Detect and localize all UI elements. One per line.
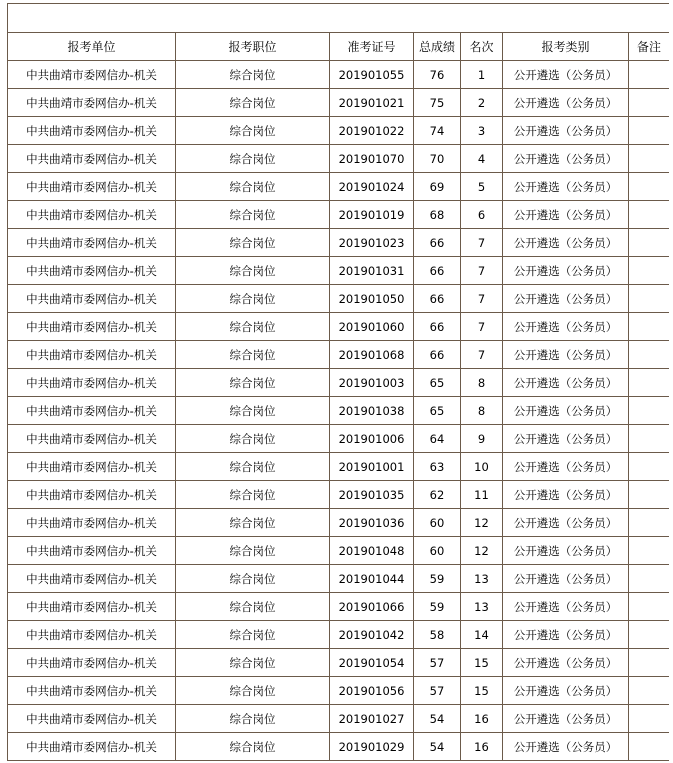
results-table: [7, 3, 669, 761]
cell-score: 66: [414, 257, 461, 285]
cell-exam-id: 201901055: [330, 61, 414, 89]
cell-position: 综合岗位: [176, 509, 330, 537]
cell-exam-id: 201901068: [330, 341, 414, 369]
table-row: [8, 61, 670, 89]
cell-rank: 7: [461, 257, 503, 285]
cell-position: 综合岗位: [176, 481, 330, 509]
cell-position: 综合岗位: [176, 89, 330, 117]
header-position: 报考职位: [176, 33, 330, 61]
table-row: [8, 145, 670, 173]
cell-category: 公开遴选（公务员）: [503, 117, 629, 145]
cell-note: [629, 425, 670, 453]
cell-exam-id: 201901038: [330, 397, 414, 425]
table-row: [8, 453, 670, 481]
cell-rank: 8: [461, 397, 503, 425]
cell-exam-id: 201901022: [330, 117, 414, 145]
cell-unit: 中共曲靖市委网信办-机关: [8, 593, 176, 621]
cell-note: [629, 201, 670, 229]
table-row: [8, 117, 670, 145]
cell-rank: 7: [461, 285, 503, 313]
cell-unit: 中共曲靖市委网信办-机关: [8, 537, 176, 565]
header-rank: 名次: [461, 33, 503, 61]
table-row: [8, 537, 670, 565]
cell-unit: 中共曲靖市委网信办-机关: [8, 733, 176, 761]
cell-rank: 12: [461, 537, 503, 565]
table-row: [8, 481, 670, 509]
table-row: [8, 397, 670, 425]
table-row: [8, 425, 670, 453]
cell-exam-id: 201901054: [330, 649, 414, 677]
cell-exam-id: 201901060: [330, 313, 414, 341]
cell-note: [629, 397, 670, 425]
table-title: [8, 4, 670, 33]
cell-category: 公开遴选（公务员）: [503, 341, 629, 369]
cell-score: 68: [414, 201, 461, 229]
cell-note: [629, 705, 670, 733]
table-row: [8, 649, 670, 677]
cell-category: 公开遴选（公务员）: [503, 89, 629, 117]
cell-unit: 中共曲靖市委网信办-机关: [8, 229, 176, 257]
cell-position: 综合岗位: [176, 117, 330, 145]
cell-exam-id: 201901050: [330, 285, 414, 313]
cell-score: 69: [414, 173, 461, 201]
cell-note: [629, 677, 670, 705]
cell-note: [629, 61, 670, 89]
cell-position: 综合岗位: [176, 537, 330, 565]
cell-unit: 中共曲靖市委网信办-机关: [8, 313, 176, 341]
cell-category: 公开遴选（公务员）: [503, 509, 629, 537]
cell-position: 综合岗位: [176, 677, 330, 705]
table-row: [8, 565, 670, 593]
cell-score: 66: [414, 313, 461, 341]
cell-category: 公开遴选（公务员）: [503, 145, 629, 173]
cell-score: 70: [414, 145, 461, 173]
cell-exam-id: 201901006: [330, 425, 414, 453]
cell-position: 综合岗位: [176, 425, 330, 453]
cell-category: 公开遴选（公务员）: [503, 369, 629, 397]
cell-unit: 中共曲靖市委网信办-机关: [8, 453, 176, 481]
cell-rank: 13: [461, 593, 503, 621]
cell-rank: 3: [461, 117, 503, 145]
cell-unit: 中共曲靖市委网信办-机关: [8, 257, 176, 285]
cell-position: 综合岗位: [176, 313, 330, 341]
cell-note: [629, 565, 670, 593]
cell-position: 综合岗位: [176, 285, 330, 313]
cell-exam-id: 201901035: [330, 481, 414, 509]
cell-rank: 7: [461, 313, 503, 341]
cell-score: 64: [414, 425, 461, 453]
cell-score: 57: [414, 677, 461, 705]
cell-note: [629, 117, 670, 145]
cell-unit: 中共曲靖市委网信办-机关: [8, 145, 176, 173]
cell-category: 公开遴选（公务员）: [503, 397, 629, 425]
cell-exam-id: 201901024: [330, 173, 414, 201]
cell-exam-id: 201901021: [330, 89, 414, 117]
cell-position: 综合岗位: [176, 369, 330, 397]
cell-exam-id: 201901029: [330, 733, 414, 761]
cell-position: 综合岗位: [176, 621, 330, 649]
cell-exam-id: 201901066: [330, 593, 414, 621]
cell-unit: 中共曲靖市委网信办-机关: [8, 369, 176, 397]
cell-exam-id: 201901056: [330, 677, 414, 705]
cell-exam-id: 201901036: [330, 509, 414, 537]
cell-unit: 中共曲靖市委网信办-机关: [8, 705, 176, 733]
cell-score: 58: [414, 621, 461, 649]
cell-position: 综合岗位: [176, 201, 330, 229]
cell-rank: 1: [461, 61, 503, 89]
cell-position: 综合岗位: [176, 453, 330, 481]
cell-unit: 中共曲靖市委网信办-机关: [8, 89, 176, 117]
cell-rank: 7: [461, 341, 503, 369]
cell-score: 74: [414, 117, 461, 145]
cell-exam-id: 201901031: [330, 257, 414, 285]
cell-note: [629, 285, 670, 313]
cell-rank: 8: [461, 369, 503, 397]
cell-category: 公开遴选（公务员）: [503, 649, 629, 677]
cell-position: 综合岗位: [176, 341, 330, 369]
table-header-row: [8, 33, 670, 61]
table-row: [8, 201, 670, 229]
cell-category: 公开遴选（公务员）: [503, 453, 629, 481]
cell-unit: 中共曲靖市委网信办-机关: [8, 341, 176, 369]
cell-unit: 中共曲靖市委网信办-机关: [8, 117, 176, 145]
table-row: [8, 285, 670, 313]
cell-note: [629, 453, 670, 481]
cell-unit: 中共曲靖市委网信办-机关: [8, 677, 176, 705]
cell-category: 公开遴选（公务员）: [503, 565, 629, 593]
cell-rank: 10: [461, 453, 503, 481]
header-note: 备注: [629, 33, 670, 61]
cell-note: [629, 369, 670, 397]
cell-category: 公开遴选（公务员）: [503, 173, 629, 201]
cell-score: 60: [414, 509, 461, 537]
cell-exam-id: 201901070: [330, 145, 414, 173]
table-row: [8, 593, 670, 621]
table-row: [8, 705, 670, 733]
cell-rank: 16: [461, 733, 503, 761]
table-row: [8, 89, 670, 117]
cell-unit: 中共曲靖市委网信办-机关: [8, 201, 176, 229]
cell-rank: 12: [461, 509, 503, 537]
cell-note: [629, 621, 670, 649]
cell-rank: 11: [461, 481, 503, 509]
cell-exam-id: 201901019: [330, 201, 414, 229]
cell-position: 综合岗位: [176, 565, 330, 593]
cell-category: 公开遴选（公务员）: [503, 677, 629, 705]
cell-unit: 中共曲靖市委网信办-机关: [8, 481, 176, 509]
cell-note: [629, 173, 670, 201]
cell-rank: 4: [461, 145, 503, 173]
cell-score: 54: [414, 705, 461, 733]
cell-position: 综合岗位: [176, 733, 330, 761]
cell-unit: 中共曲靖市委网信办-机关: [8, 425, 176, 453]
cell-score: 60: [414, 537, 461, 565]
cell-category: 公开遴选（公务员）: [503, 61, 629, 89]
table-row: [8, 733, 670, 761]
cell-note: [629, 537, 670, 565]
cell-unit: 中共曲靖市委网信办-机关: [8, 173, 176, 201]
cell-rank: 15: [461, 677, 503, 705]
cell-category: 公开遴选（公务员）: [503, 481, 629, 509]
table-row: [8, 621, 670, 649]
cell-score: 75: [414, 89, 461, 117]
table-row: [8, 509, 670, 537]
cell-category: 公开遴选（公务员）: [503, 229, 629, 257]
cell-score: 66: [414, 229, 461, 257]
cell-category: 公开遴选（公务员）: [503, 285, 629, 313]
cell-unit: 中共曲靖市委网信办-机关: [8, 61, 176, 89]
table-row: [8, 229, 670, 257]
cell-category: 公开遴选（公务员）: [503, 425, 629, 453]
score-sheet: [7, 3, 669, 763]
cell-position: 综合岗位: [176, 397, 330, 425]
cell-rank: 14: [461, 621, 503, 649]
cell-position: 综合岗位: [176, 257, 330, 285]
cell-note: [629, 229, 670, 257]
table-row: [8, 173, 670, 201]
cell-rank: 2: [461, 89, 503, 117]
cell-rank: 6: [461, 201, 503, 229]
cell-unit: 中共曲靖市委网信办-机关: [8, 621, 176, 649]
cell-score: 59: [414, 565, 461, 593]
cell-position: 综合岗位: [176, 593, 330, 621]
cell-position: 综合岗位: [176, 649, 330, 677]
cell-category: 公开遴选（公务员）: [503, 537, 629, 565]
cell-unit: 中共曲靖市委网信办-机关: [8, 509, 176, 537]
table-row: [8, 369, 670, 397]
cell-category: 公开遴选（公务员）: [503, 705, 629, 733]
cell-rank: 5: [461, 173, 503, 201]
cell-score: 76: [414, 61, 461, 89]
table-row: [8, 257, 670, 285]
cell-note: [629, 313, 670, 341]
cell-position: 综合岗位: [176, 61, 330, 89]
cell-exam-id: 201901023: [330, 229, 414, 257]
cell-position: 综合岗位: [176, 229, 330, 257]
cell-category: 公开遴选（公务员）: [503, 313, 629, 341]
header-category: 报考类别: [503, 33, 629, 61]
cell-score: 65: [414, 369, 461, 397]
cell-position: 综合岗位: [176, 173, 330, 201]
cell-score: 65: [414, 397, 461, 425]
cell-note: [629, 481, 670, 509]
cell-rank: 9: [461, 425, 503, 453]
cell-score: 59: [414, 593, 461, 621]
cell-score: 63: [414, 453, 461, 481]
table-row: [8, 677, 670, 705]
cell-category: 公开遴选（公务员）: [503, 257, 629, 285]
cell-note: [629, 145, 670, 173]
cell-exam-id: 201901048: [330, 537, 414, 565]
cell-rank: 15: [461, 649, 503, 677]
header-unit: 报考单位: [8, 33, 176, 61]
cell-exam-id: 201901001: [330, 453, 414, 481]
cell-note: [629, 89, 670, 117]
cell-exam-id: 201901044: [330, 565, 414, 593]
cell-position: 综合岗位: [176, 145, 330, 173]
cell-unit: 中共曲靖市委网信办-机关: [8, 565, 176, 593]
cell-score: 66: [414, 285, 461, 313]
header-score: 总成绩: [414, 33, 461, 61]
cell-unit: 中共曲靖市委网信办-机关: [8, 397, 176, 425]
cell-note: [629, 341, 670, 369]
header-exam-id: 准考证号: [330, 33, 414, 61]
cell-rank: 16: [461, 705, 503, 733]
cell-exam-id: 201901027: [330, 705, 414, 733]
table-title-row: [8, 4, 670, 33]
cell-category: 公开遴选（公务员）: [503, 593, 629, 621]
table-row: [8, 341, 670, 369]
cell-category: 公开遴选（公务员）: [503, 733, 629, 761]
cell-category: 公开遴选（公务员）: [503, 201, 629, 229]
cell-score: 54: [414, 733, 461, 761]
cell-note: [629, 257, 670, 285]
cell-category: 公开遴选（公务员）: [503, 621, 629, 649]
cell-score: 66: [414, 341, 461, 369]
cell-score: 57: [414, 649, 461, 677]
cell-position: 综合岗位: [176, 705, 330, 733]
cell-note: [629, 593, 670, 621]
cell-unit: 中共曲靖市委网信办-机关: [8, 649, 176, 677]
cell-unit: 中共曲靖市委网信办-机关: [8, 285, 176, 313]
cell-rank: 7: [461, 229, 503, 257]
cell-score: 62: [414, 481, 461, 509]
cell-exam-id: 201901042: [330, 621, 414, 649]
cell-rank: 13: [461, 565, 503, 593]
cell-note: [629, 509, 670, 537]
cell-note: [629, 649, 670, 677]
table-row: [8, 313, 670, 341]
cell-note: [629, 733, 670, 761]
cell-exam-id: 201901003: [330, 369, 414, 397]
